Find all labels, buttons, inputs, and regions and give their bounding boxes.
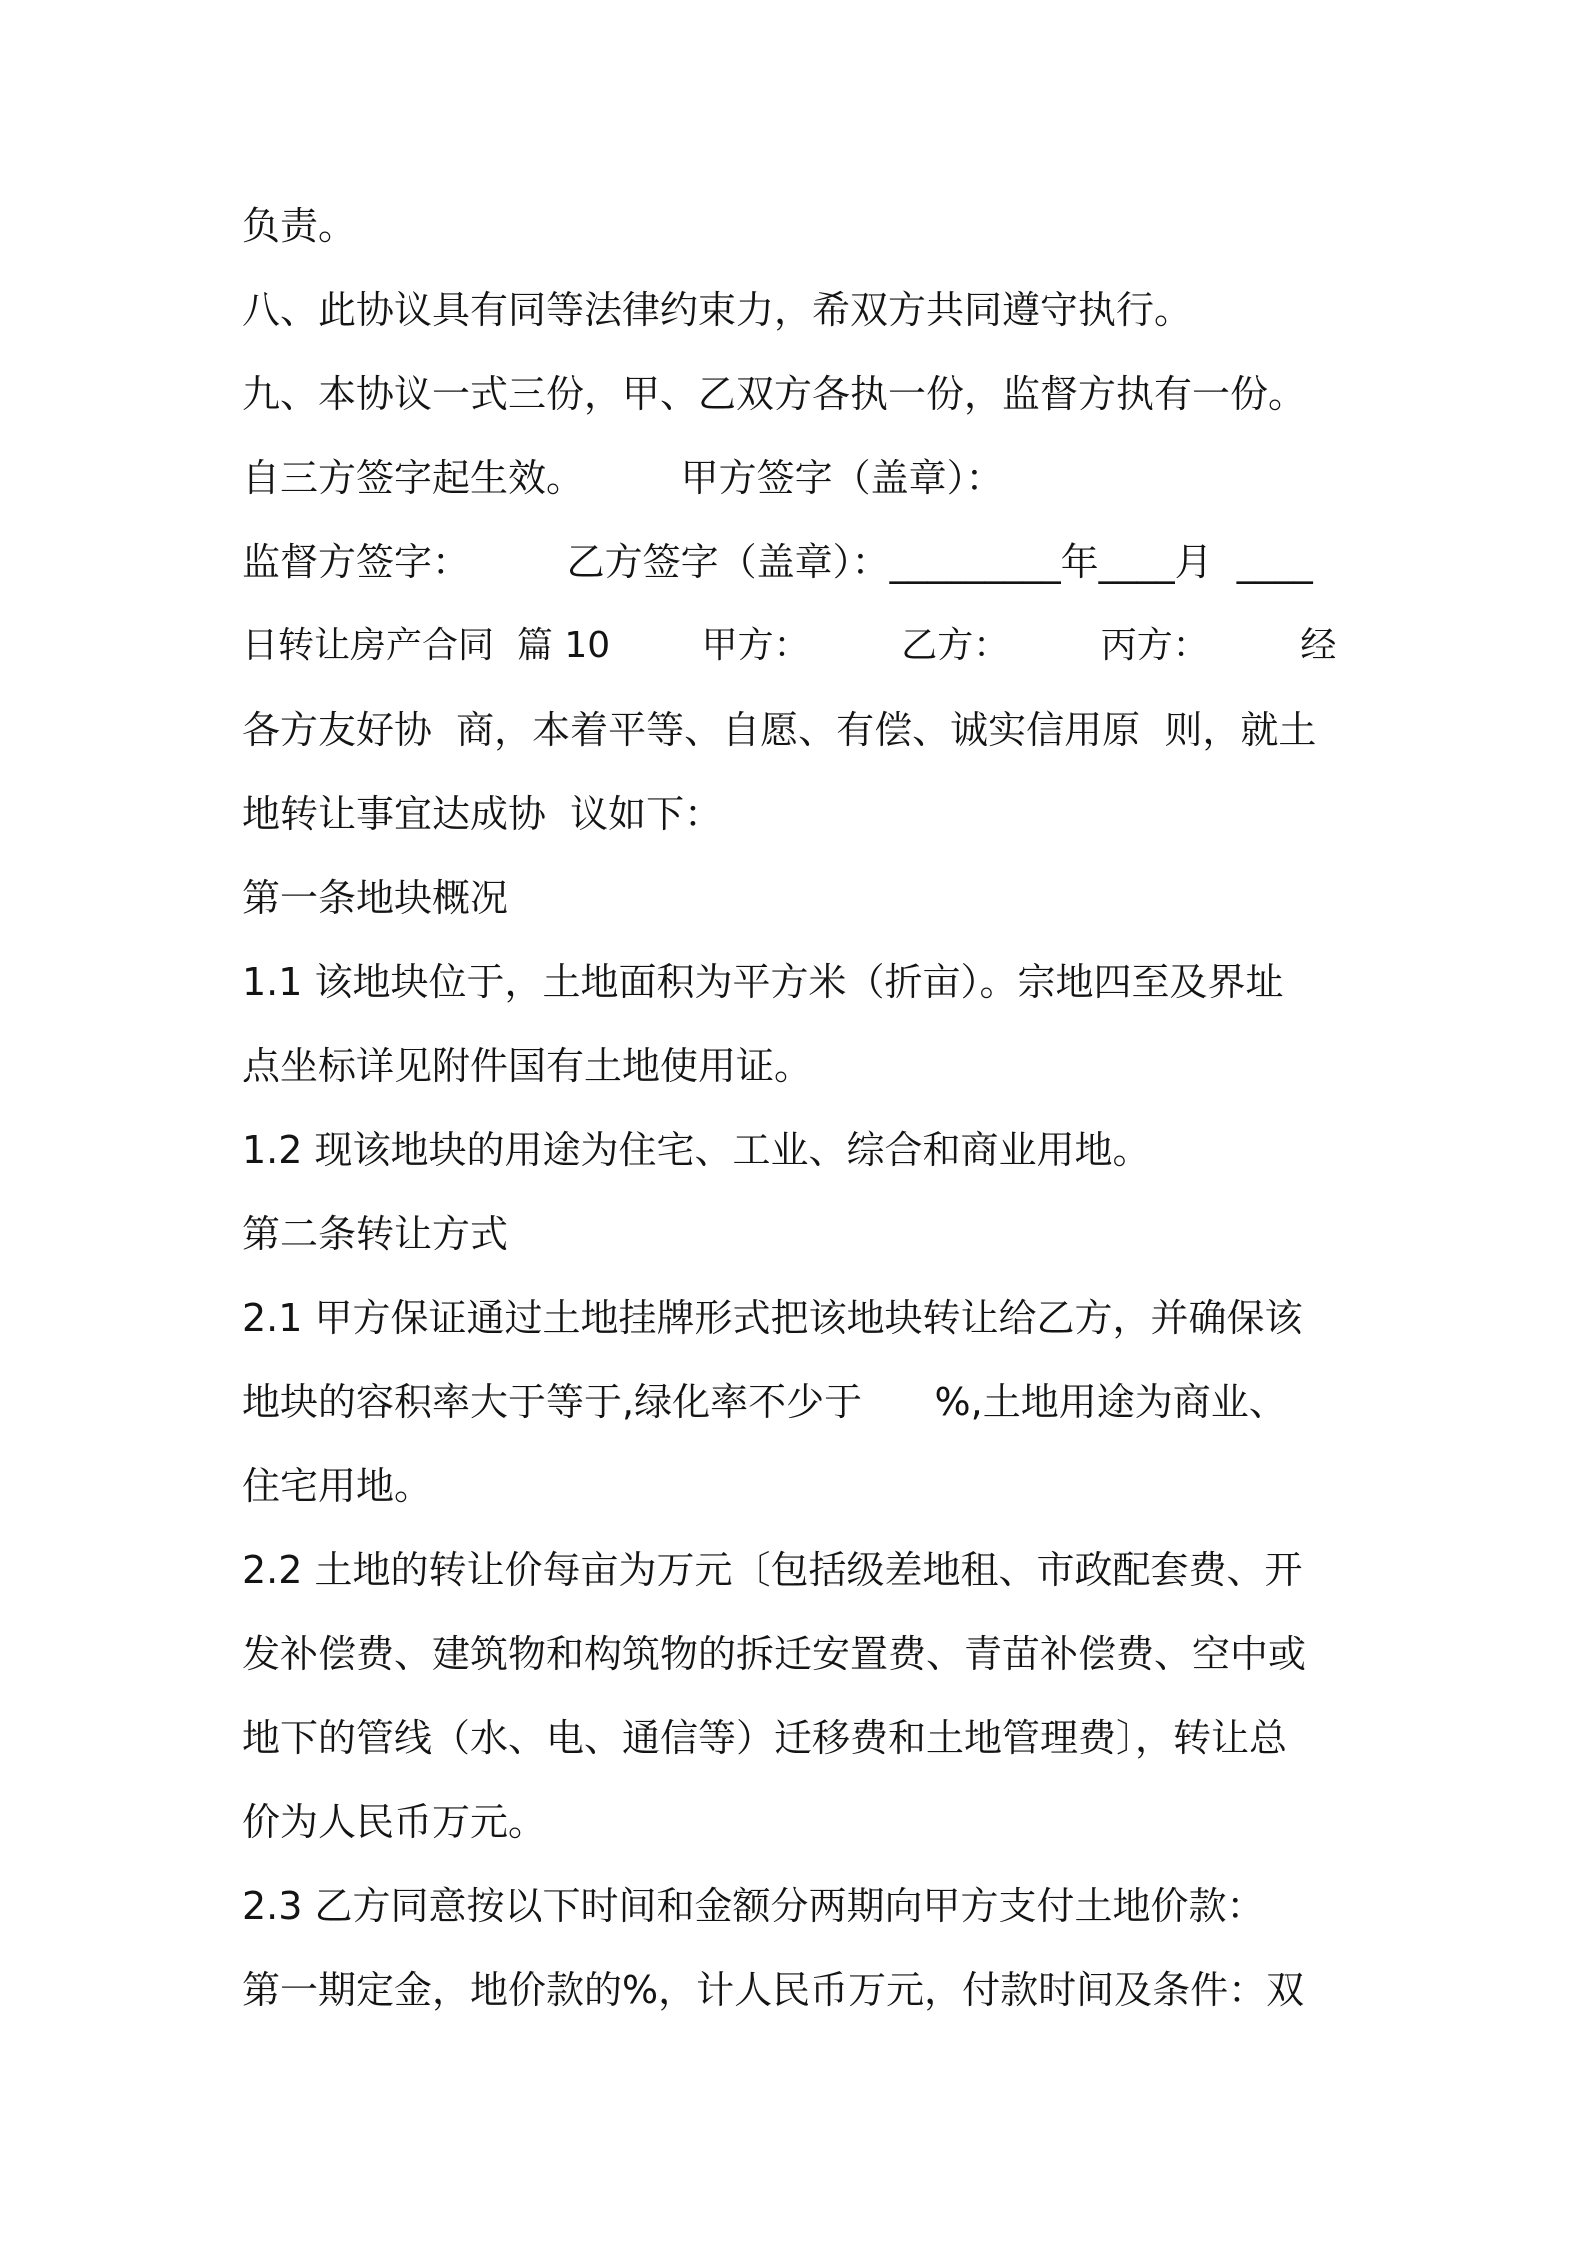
text-line-1: 负责。 — [242, 204, 357, 248]
text-line-15: 地块的容积率大于等于,绿化率不少于 %,土地用途为商业、 — [242, 1380, 1287, 1424]
text-line-11: 点坐标详见附件国有土地使用证。 — [242, 1044, 813, 1088]
text-line-6: 日转让房产合同 篇 10 甲方： 乙方： 丙方： 经 — [242, 625, 1337, 666]
text-line-18: 发补偿费、建筑物和构筑物的拆迁安置费、青苗补偿费、空中或 — [242, 1632, 1307, 1676]
text-line-17: 2.2 土地的转让价每亩为万元〔包括级差地租、市政配套费、开 — [242, 1548, 1303, 1592]
text-line-19: 地下的管线（水、电、通信等）迁移费和土地管理费〕，转让总 — [242, 1716, 1288, 1760]
text-line-10: 1.1 该地块位于，土地面积为平方米（折亩）。宗地四至及界址 — [242, 960, 1284, 1004]
text-line-22: 第一期定金，地价款的%，计人民币万元，付款时间及条件：双 — [242, 1968, 1305, 2012]
text-line-20: 价为人民币万元。 — [242, 1800, 547, 1844]
text-line-5: 监督方签字： 乙方签字（盖章）：_________年____月 ____ — [242, 540, 1313, 584]
text-line-16: 住宅用地。 — [242, 1464, 433, 1508]
section-heading-1: 第一条地块概况 — [242, 876, 509, 920]
text-line-8: 地转让事宜达成协 议如下： — [242, 792, 723, 836]
text-line-3: 九、本协议一式三份，甲、乙双方各执一份，监督方执有一份。 — [242, 372, 1307, 416]
text-line-4: 自三方签字起生效。 甲方签字（盖章）： — [242, 456, 1004, 500]
text-line-2: 八、此协议具有同等法律约束力，希双方共同遵守执行。 — [242, 288, 1193, 332]
text-line-12: 1.2 现该地块的用途为住宅、工业、综合和商业用地。 — [242, 1128, 1151, 1172]
text-line-7: 各方友好协 商，本着平等、自愿、有偿、诚实信用原 则，就土 — [242, 708, 1317, 752]
text-line-21: 2.3 乙方同意按以下时间和金额分两期向甲方支付土地价款： — [242, 1884, 1265, 1928]
text-line-14: 2.1 甲方保证通过土地挂牌形式把该地块转让给乙方，并确保该 — [242, 1296, 1303, 1340]
section-heading-2: 第二条转让方式 — [242, 1212, 509, 1256]
